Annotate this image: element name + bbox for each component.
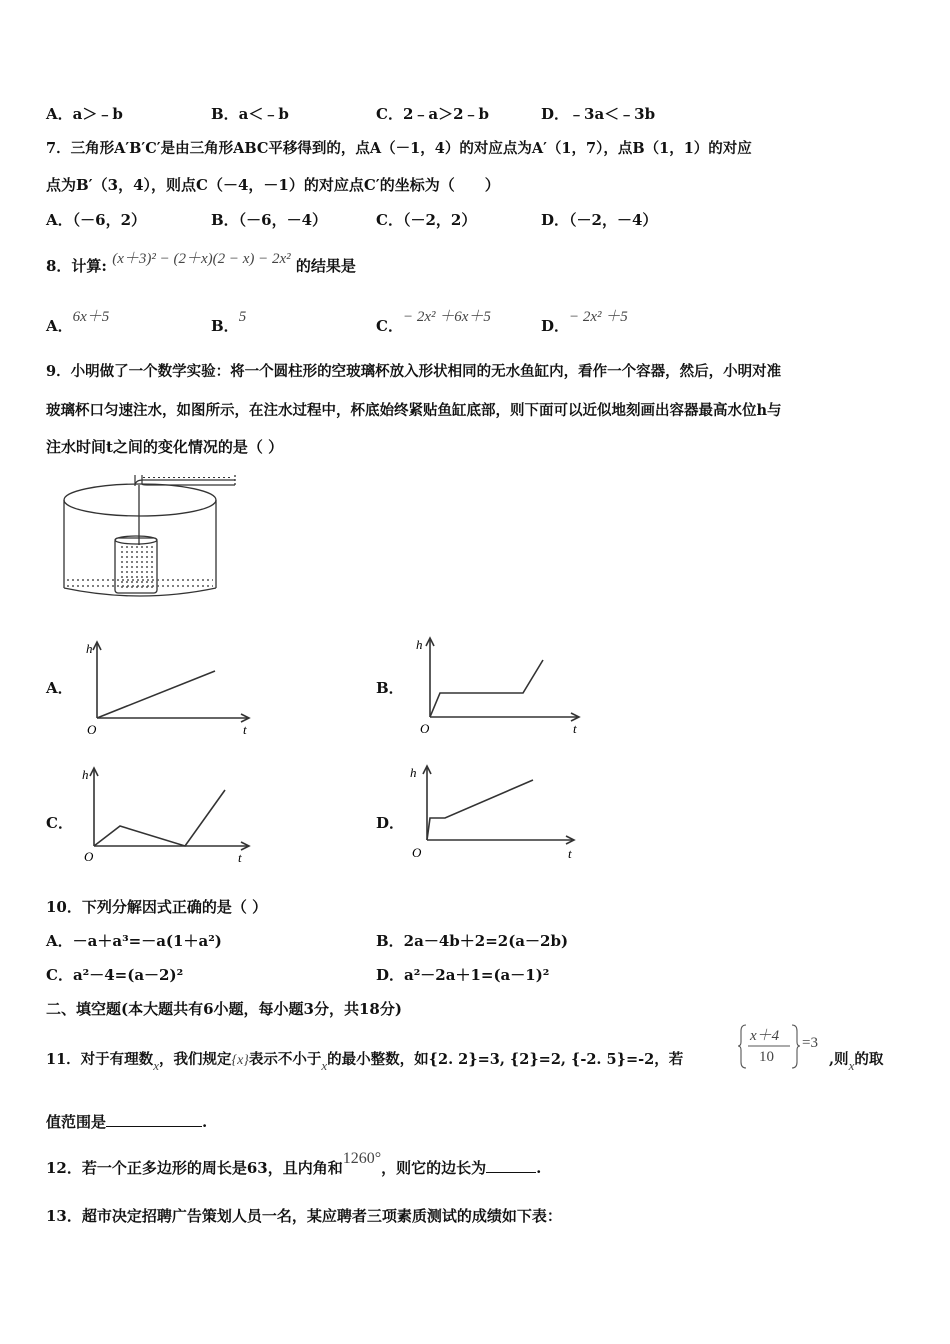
q6-option-a: A．a＞﹣b: [46, 105, 123, 123]
q8-option-b-label: B．: [211, 317, 239, 335]
q11-frac-eq: =3: [802, 1035, 818, 1051]
q8-stem: [46, 251, 356, 276]
q11-line1: [46, 1048, 684, 1073]
graph-b-t-label: t: [573, 721, 577, 736]
graph-b-o-label: O: [420, 721, 430, 736]
q11-x2: x: [321, 1058, 328, 1073]
q8-option-b: [211, 309, 247, 336]
q11-x3: x: [848, 1058, 855, 1073]
q7-line1: 7．三角形A′B′C′是由三角形ABC平移得到的，点A（－1，4）的对应点为A′（1，7），点B（1，1）的对应: [46, 140, 752, 157]
graph-d-h-label: h: [410, 765, 417, 780]
q6-option-b: B．a＜﹣b: [211, 105, 289, 123]
q10-option-d: D．a²－2a＋1=(a－1)²: [376, 966, 550, 984]
q10-title: 10．下列分解因式正确的是（ ）: [46, 898, 268, 916]
q8-option-d: [541, 309, 628, 336]
q11-text2: ，我们规定: [158, 1051, 232, 1068]
q11-text1: 11．对于有理数: [46, 1051, 154, 1068]
q11-x1: x: [153, 1058, 159, 1073]
q11-frac-den: 10: [759, 1049, 774, 1065]
q11-brace-x: {x}: [231, 1053, 249, 1068]
graph-c-o-label: O: [84, 849, 94, 864]
q11-text3: 表示不小于: [248, 1051, 322, 1068]
graph-d-o-label: O: [412, 845, 422, 860]
q12-angle: 1260°: [342, 1150, 382, 1167]
q7-option-c: C．（－2，2）: [376, 211, 477, 229]
q11-fraction: [738, 1022, 830, 1070]
q11-line1-end: [829, 1048, 884, 1073]
q8-option-a: [46, 309, 110, 336]
graph-a-o-label: O: [87, 722, 97, 737]
q11-answer-blank[interactable]: [106, 1126, 202, 1127]
q11-text5: ,则: [829, 1051, 849, 1068]
q9-option-d: D．: [376, 814, 405, 832]
graph-b-h-label: h: [416, 637, 423, 652]
q11-frac-num: x＋4: [750, 1028, 780, 1044]
q8-option-b-expr: 5: [238, 309, 247, 325]
q9-line3: 注水时间t之间的变化情况的是（ ）: [46, 438, 284, 456]
q11-text4: 的最小整数，如{2. 2}=3, {2}=2, {-2. 5}=-2，若: [327, 1051, 684, 1068]
q9-option-a: A．: [46, 679, 73, 697]
graph-a-t-label: t: [243, 722, 247, 737]
q6-option-c: C．2﹣a＞2﹣b: [376, 105, 490, 123]
q7-option-b: B．（－6，－4）: [211, 211, 328, 229]
q12-end: .: [536, 1159, 542, 1177]
q8-expression: (x＋3)² − (2＋x)(2 − x) − 2x²: [112, 251, 291, 267]
q8-option-a-label: A．: [46, 317, 73, 335]
q7-line2: 点为B′（3，4），则点C（－4，－1）的对应点C′的坐标为（ ）: [46, 176, 500, 194]
graph-d-t-label: t: [568, 846, 572, 861]
q11-line2: [46, 1111, 207, 1132]
q8-option-c-label: C．: [376, 317, 403, 335]
q8-option-a-expr: 6x＋5: [72, 309, 110, 325]
q12-text1: 12．若一个正多边形的周长是63，且内角和: [46, 1159, 343, 1177]
graph-b: [410, 632, 590, 740]
q9-option-c: C．: [46, 814, 73, 832]
graph-c-t-label: t: [238, 850, 242, 865]
q10-option-a: A．－a＋a³=－a(1＋a²): [46, 932, 222, 950]
q8-option-d-expr: − 2x² ＋5: [569, 309, 628, 325]
q11-line2-end: .: [202, 1113, 208, 1131]
q11-line2-text: 值范围是: [46, 1113, 107, 1131]
q10-option-b: B．2a－4b＋2=2(a－2b): [376, 932, 569, 950]
q8-suffix: 的结果是: [295, 257, 356, 275]
q13-line: 13．超市决定招聘广告策划人员一名，某应聘者三项素质测试的成绩如下表：: [46, 1207, 562, 1225]
q12-answer-blank[interactable]: [486, 1172, 536, 1173]
q7-option-d: D．（－2，－4）: [541, 211, 658, 229]
q6-option-d: D．﹣3a＜﹣3b: [541, 105, 656, 123]
graph-c: [80, 762, 260, 867]
graph-a-h-label: h: [86, 641, 93, 656]
graph-c-h-label: h: [82, 767, 89, 782]
q8-option-d-label: D．: [541, 317, 570, 335]
q9-option-b: B．: [376, 679, 404, 697]
graph-a: [80, 636, 260, 741]
q8-option-c: [376, 309, 491, 336]
q8-option-c-expr: − 2x² ＋6x＋5: [402, 309, 491, 325]
q8-prefix: 8．计算:: [46, 257, 107, 275]
q9-line1: 9．小明做了一个数学实验：将一个圆柱形的空玻璃杯放入形状相同的无水鱼缸内，看作一个容器，然后，小明对准: [46, 363, 782, 380]
q11-text6: 的取: [854, 1051, 884, 1068]
q7-option-a: A．（－6，2）: [46, 211, 147, 229]
graph-d: [405, 760, 585, 867]
fish-tank-figure: [55, 470, 240, 605]
q12-line: [46, 1150, 542, 1178]
q12-text2: ，则它的边长为: [381, 1159, 487, 1177]
q9-line2: 玻璃杯口匀速注水，如图所示，在注水过程中，杯底始终紧贴鱼缸底部，则下面可以近似地刻画出容器最高水位h与: [46, 402, 782, 419]
q10-option-c: C．a²－4=(a－2)²: [46, 966, 184, 984]
section2-header: 二、填空题(本大题共有6小题，每小题3分，共18分): [46, 1000, 402, 1018]
